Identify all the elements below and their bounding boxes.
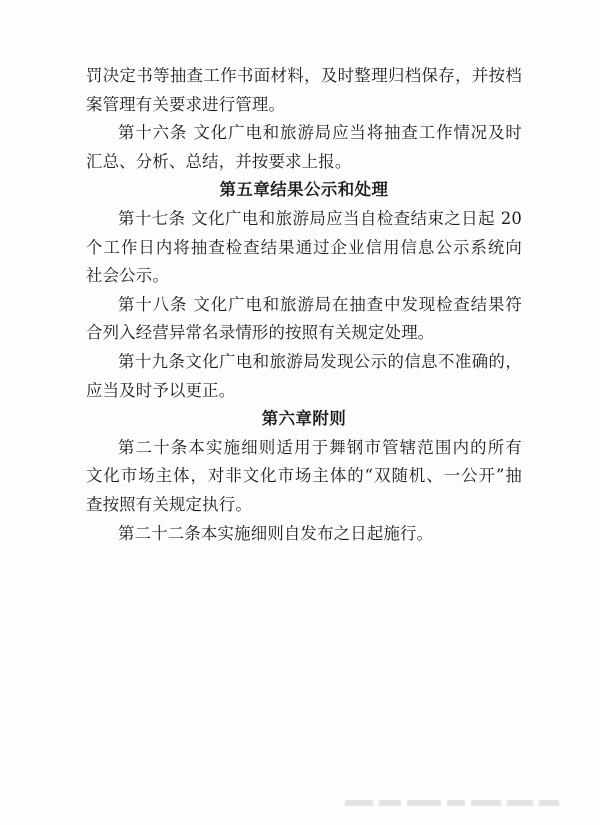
paragraph-line: 第十六条 文化广电和旅游局应当将抽查工作情况及时 [118,123,522,143]
paragraph-line: 第十九条文化广电和旅游局发现公示的信息不准确的， [118,351,522,371]
paragraph-line: 第二十二条本实施细则自发布之日起施行。 [118,523,434,543]
paragraph-line: 个工作日内将抽查检查结果通过企业信用信息公示系统向 [86,237,522,257]
paragraph [86,62,522,119]
paragraph-line: 查按照有关规定执行。 [86,494,252,514]
paragraph [86,520,522,549]
paragraph-line: 文化市场主体，对非文化市场主体的“双随机、一公开”抽 [86,466,522,486]
paragraph [86,434,522,520]
paragraph-line: 汇总、分析、总结，并按要求上报。 [86,151,352,171]
paragraph [86,119,522,176]
paragraph-line: 社会公示。 [86,266,169,286]
paragraph-line: 第二十条本实施细则适用于舞钢市管辖范围内的所有 [118,437,522,457]
paragraph [86,205,522,291]
paragraph-line: 第十七条 文化广电和旅游局应当自检查结束之日起 20 [118,208,522,228]
chapter-heading: 第六章附则 [261,409,347,429]
paragraph [86,348,522,405]
paragraph-line: 案管理有关要求进行管理。 [86,94,286,114]
chapter-heading: 第五章结果公示和处理 [219,180,389,200]
paragraph-line: 罚决定书等抽查工作书面材料，及时整理归档保存，并按档 [86,66,522,85]
scan-artifact [345,796,585,810]
paragraph-line: 合列入经营异常名录情形的按照有关规定处理。 [86,323,435,343]
paragraph [86,291,522,348]
paragraph-line: 第十八条 文化广电和旅游局在抽查中发现检查结果符 [118,294,522,314]
document-body [86,62,522,548]
paragraph-line: 应当及时予以更正。 [86,380,236,400]
